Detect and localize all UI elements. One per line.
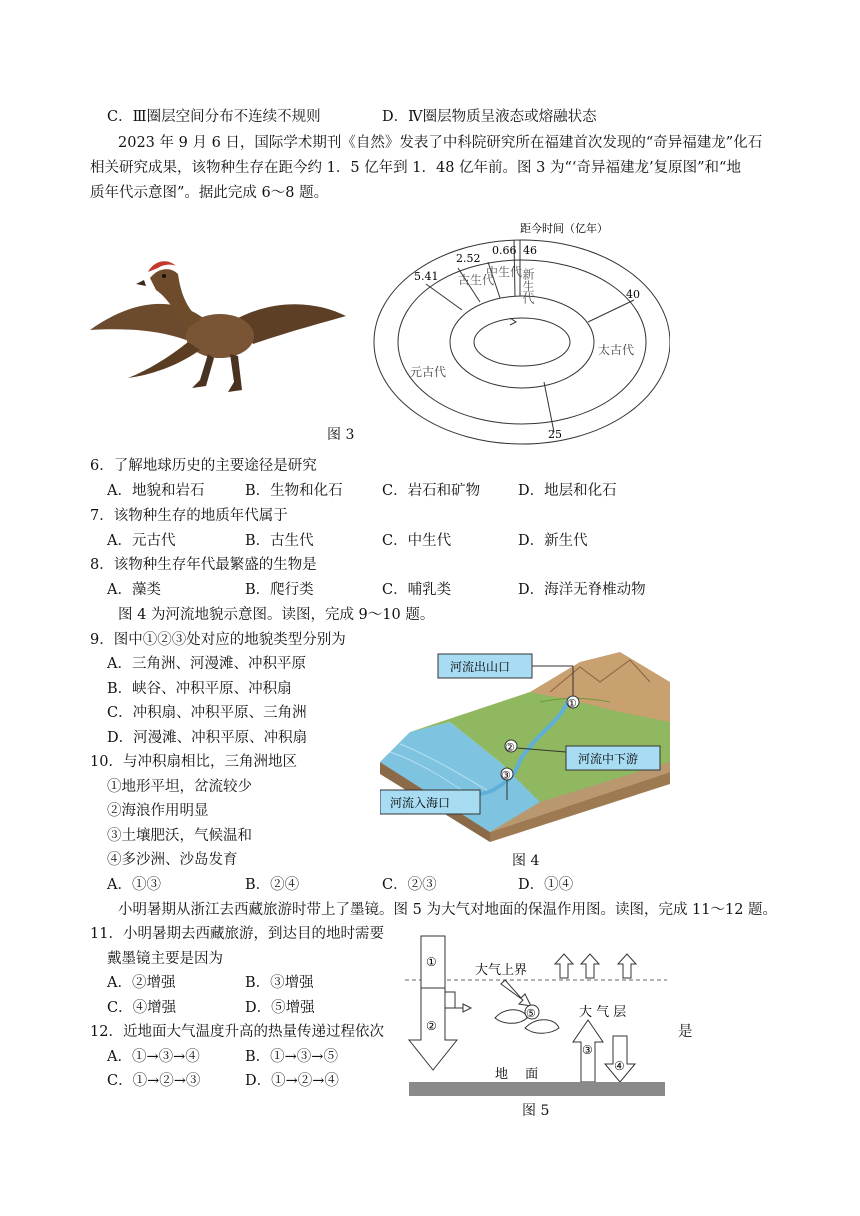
atmosphere-greenhouse-diagram (405, 932, 667, 1100)
passage-fig5: 小明暑期从浙江去西藏旅游时带上了墨镜。图 5 为大气对地面的保温作用图。读图，完成 11～12 题。 (118, 902, 778, 918)
label-3: ③ (582, 1043, 593, 1057)
figure-3-caption: 图 3 (327, 427, 355, 443)
label-1: ① (426, 955, 437, 969)
q11-option-c: C．④增强 (107, 1000, 177, 1016)
label-4: ④ (614, 1059, 625, 1073)
question-6-stem: 6．了解地球历史的主要途径是研究 (90, 458, 317, 474)
passage-line-3: 质年代示意图”。据此完成 6～8 题。 (90, 185, 329, 201)
passage-line-2: 相关研究成果，该物种生存在距今约 1．5 亿年到 1．48 亿年前。图 3 为“‘奇异福建龙’复原图”和“地 (90, 160, 741, 176)
tick-5-41: 5.41 (414, 270, 439, 283)
marker-1: ① (567, 697, 577, 710)
q6-option-c: C．岩石和矿物 (382, 483, 481, 499)
passage-fig4: 图 4 为河流地貌示意图。读图，完成 9～10 题。 (118, 607, 435, 623)
tick-25: 25 (548, 428, 562, 441)
atmosphere-layer-label: 大 气 层 (579, 1005, 627, 1020)
label-5: ⑤ (526, 1007, 536, 1020)
question-12-stem: 12．近地面大气温度升高的热量传递过程依次 (90, 1024, 384, 1040)
figure-4-caption: 图 4 (512, 853, 540, 869)
marker-2: ② (505, 741, 515, 754)
label-middle-lower-reaches: 河流中下游 (578, 752, 639, 766)
label-2: ② (426, 1019, 437, 1033)
option-c-line: C．Ⅲ圈层空间分布不连续不规则 (107, 109, 321, 125)
q8-option-c: C．哺乳类 (382, 582, 452, 598)
q12-option-d: D．①→②→④ (245, 1073, 339, 1089)
q12-option-a: A．①→③→④ (107, 1049, 200, 1065)
geologic-time-ring-diagram (370, 218, 670, 448)
tick-0-66: 0.66 (492, 244, 517, 257)
era-paleozoic: 古生代 (458, 273, 495, 287)
label-river-mouth: 河流入海口 (390, 796, 451, 810)
question-10-stem: 10．与冲积扇相比，三角洲地区 (90, 754, 297, 770)
q7-option-c: C．中生代 (382, 533, 452, 549)
question-11-stem-line1: 11．小明暑期去西藏旅游，到达目的地时需要 (90, 926, 384, 942)
label-river-outlet: 河流出山口 (450, 660, 511, 674)
q9-option-b: B．峡谷、冲积平原、冲积扇 (107, 681, 292, 697)
question-12-stem-tail: 是 (678, 1024, 693, 1040)
q10-option-b: B．②④ (245, 877, 300, 893)
q7-option-b: B．古生代 (245, 533, 314, 549)
q9-option-d: D．河漫滩、冲积平原、冲积扇 (107, 730, 308, 746)
marker-3: ③ (501, 769, 511, 782)
q6-option-a: A．地貌和岩石 (107, 483, 205, 499)
figure-5-caption: 图 5 (522, 1103, 550, 1119)
q9-option-c: C．冲积扇、冲积平原、三角洲 (107, 705, 307, 721)
q10-option-c: C．②③ (382, 877, 437, 893)
q12-option-b: B．①→③→⑤ (245, 1049, 338, 1065)
time-axis-label: 距今时间（亿年） (520, 222, 608, 235)
q6-option-b: B．生物和化石 (245, 483, 343, 499)
tick-2-52: 2.52 (456, 252, 481, 265)
question-11-stem-line2: 戴墨镜主要是因为 (107, 951, 223, 967)
era-proterozoic: 元古代 (410, 365, 447, 379)
q10-item-1: ①地形平坦，岔流较少 (107, 779, 252, 795)
question-9-stem: 9．图中①②③处对应的地貌类型分别为 (90, 632, 346, 648)
q10-item-3: ③土壤肥沃，气候温和 (107, 828, 252, 844)
q6-option-d: D．地层和化石 (518, 483, 617, 499)
q10-item-4: ④多沙洲、沙岛发育 (107, 852, 238, 868)
q7-option-d: D．新生代 (518, 533, 588, 549)
q11-option-b: B．③增强 (245, 975, 314, 991)
tick-46: 46 (523, 244, 537, 257)
q10-option-d: D．①④ (518, 877, 574, 893)
q7-option-a: A．元古代 (107, 533, 176, 549)
q11-option-d: D．⑤增强 (245, 1000, 315, 1016)
passage-line-1: 2023 年 9 月 6 日，国际学术期刊《自然》发表了中科院研究所在福建首次发现的“奇异福建龙”化石 (118, 135, 763, 151)
q12-option-c: C．①→②→③ (107, 1073, 201, 1089)
question-7-stem: 7．该物种生存的地质年代属于 (90, 508, 288, 524)
era-mesozoic: 中生代 (486, 265, 523, 279)
q9-option-a: A．三角洲、河漫滩、冲积平原 (107, 656, 306, 672)
river-landform-diagram (380, 652, 670, 847)
q10-option-a: A．①③ (107, 877, 161, 893)
q8-option-a: A．藻类 (107, 582, 161, 598)
q8-option-b: B．爬行类 (245, 582, 314, 598)
option-d-line: D．Ⅳ圈层物质呈液态或熔融状态 (382, 109, 597, 125)
ground-label: 地 面 (495, 1067, 539, 1082)
q11-option-a: A．②增强 (107, 975, 176, 991)
question-8-stem: 8．该物种生存年代最繁盛的生物是 (90, 557, 317, 573)
era-archean: 太古代 (598, 343, 635, 357)
tick-40: 40 (626, 288, 640, 301)
atmosphere-top-label: 大气上界 (475, 963, 528, 978)
q10-item-2: ②海浪作用明显 (107, 803, 209, 819)
fujianvenator-reconstruction-image (88, 258, 350, 393)
era-cenozoic: 新生代 (521, 268, 535, 304)
q8-option-d: D．海洋无脊椎动物 (518, 582, 646, 598)
